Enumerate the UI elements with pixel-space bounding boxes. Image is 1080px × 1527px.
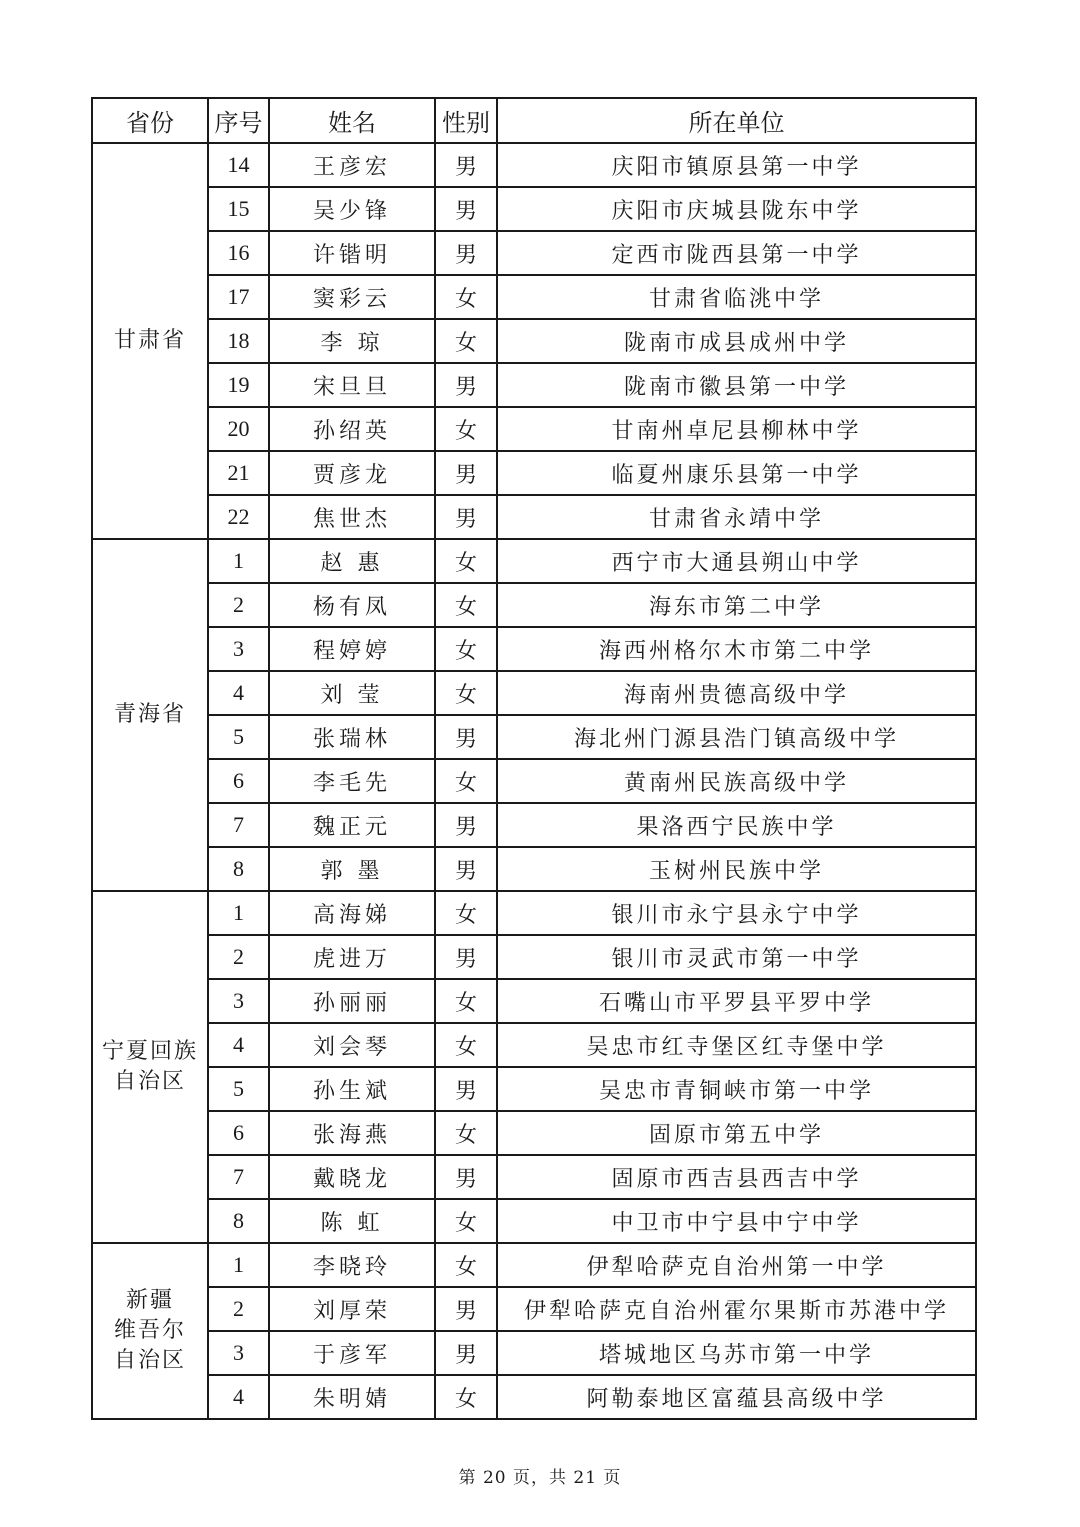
page-footer: 第 20 页，共 21 页 xyxy=(458,1468,622,1488)
unit-cell: 海西州格尔木市第二中学 xyxy=(497,627,976,671)
number-cell: 3 xyxy=(208,1331,269,1375)
name-cell: 焦世杰 xyxy=(269,495,435,539)
name-cell: 杨有凤 xyxy=(269,583,435,627)
number-cell: 21 xyxy=(208,451,269,495)
gender-cell: 男 xyxy=(435,1067,497,1111)
table-row xyxy=(92,979,976,1023)
gender-cell: 女 xyxy=(435,319,497,363)
number-cell: 5 xyxy=(208,1067,269,1111)
number-cell: 19 xyxy=(208,363,269,407)
gender-cell: 女 xyxy=(435,671,497,715)
number-cell: 4 xyxy=(208,1023,269,1067)
unit-cell: 甘肃省临洮中学 xyxy=(497,275,976,319)
province-cell xyxy=(92,1243,208,1419)
number-cell: 3 xyxy=(208,979,269,1023)
header-unit: 所在单位 xyxy=(497,98,976,143)
name-cell: 陈 虹 xyxy=(269,1199,435,1243)
gender-cell: 男 xyxy=(435,143,497,187)
gender-cell: 女 xyxy=(435,1199,497,1243)
gender-cell: 女 xyxy=(435,891,497,935)
gender-cell: 男 xyxy=(435,231,497,275)
unit-cell: 甘南州卓尼县柳林中学 xyxy=(497,407,976,451)
name-cell: 孙绍英 xyxy=(269,407,435,451)
gender-cell: 男 xyxy=(435,451,497,495)
table-row xyxy=(92,627,976,671)
header-number: 序号 xyxy=(208,98,269,143)
province-line: 新疆 xyxy=(125,1288,174,1313)
table-row xyxy=(92,1023,976,1067)
table-row xyxy=(92,275,976,319)
unit-cell: 银川市永宁县永宁中学 xyxy=(497,891,976,935)
table-row xyxy=(92,539,976,583)
gender-cell: 男 xyxy=(435,1155,497,1199)
unit-cell: 黄南州民族高级中学 xyxy=(497,759,976,803)
province-cell: 甘肃省 xyxy=(92,143,208,539)
table-row xyxy=(92,363,976,407)
name-cell: 窦彩云 xyxy=(269,275,435,319)
number-cell: 15 xyxy=(208,187,269,231)
table-row xyxy=(92,847,976,891)
name-cell: 于彦军 xyxy=(269,1331,435,1375)
number-cell: 4 xyxy=(208,1375,269,1419)
number-cell: 7 xyxy=(208,1155,269,1199)
name-cell: 李 琼 xyxy=(269,319,435,363)
gender-cell: 女 xyxy=(435,275,497,319)
number-cell: 17 xyxy=(208,275,269,319)
gender-cell: 女 xyxy=(435,1243,497,1287)
gender-cell: 女 xyxy=(435,583,497,627)
name-cell: 王彦宏 xyxy=(269,143,435,187)
gender-cell: 女 xyxy=(435,539,497,583)
number-cell: 14 xyxy=(208,143,269,187)
table-row xyxy=(92,1375,976,1419)
table-row xyxy=(92,143,976,187)
unit-cell: 海东市第二中学 xyxy=(497,583,976,627)
name-cell: 朱明婧 xyxy=(269,1375,435,1419)
table-row xyxy=(92,759,976,803)
number-cell: 1 xyxy=(208,539,269,583)
table-row xyxy=(92,1111,976,1155)
unit-cell: 甘肃省永靖中学 xyxy=(497,495,976,539)
table-row xyxy=(92,231,976,275)
number-cell: 2 xyxy=(208,583,269,627)
table-row xyxy=(92,1067,976,1111)
name-cell: 刘 莹 xyxy=(269,671,435,715)
table-row xyxy=(92,495,976,539)
province-line: 宁夏回族 xyxy=(101,1039,198,1064)
unit-cell: 中卫市中宁县中宁中学 xyxy=(497,1199,976,1243)
number-cell: 18 xyxy=(208,319,269,363)
table-row xyxy=(92,891,976,935)
gender-cell: 男 xyxy=(435,935,497,979)
gender-cell: 女 xyxy=(435,1375,497,1419)
table-row xyxy=(92,1243,976,1287)
unit-cell: 塔城地区乌苏市第一中学 xyxy=(497,1331,976,1375)
number-cell: 22 xyxy=(208,495,269,539)
unit-cell: 银川市灵武市第一中学 xyxy=(497,935,976,979)
number-cell: 8 xyxy=(208,1199,269,1243)
unit-cell: 陇南市徽县第一中学 xyxy=(497,363,976,407)
gender-cell: 男 xyxy=(435,187,497,231)
unit-cell: 固原市西吉县西吉中学 xyxy=(497,1155,976,1199)
unit-cell: 海北州门源县浩门镇高级中学 xyxy=(497,715,976,759)
header-name: 姓名 xyxy=(269,98,435,143)
number-cell: 4 xyxy=(208,671,269,715)
gender-cell: 女 xyxy=(435,407,497,451)
number-cell: 8 xyxy=(208,847,269,891)
name-cell: 刘厚荣 xyxy=(269,1287,435,1331)
name-cell: 孙丽丽 xyxy=(269,979,435,1023)
name-cell: 虎进万 xyxy=(269,935,435,979)
gender-cell: 女 xyxy=(435,1023,497,1067)
header-row xyxy=(92,98,976,143)
table-row xyxy=(92,1155,976,1199)
unit-cell: 庆阳市庆城县陇东中学 xyxy=(497,187,976,231)
name-cell: 戴晓龙 xyxy=(269,1155,435,1199)
unit-cell: 吴忠市青铜峡市第一中学 xyxy=(497,1067,976,1111)
unit-cell: 海南州贵德高级中学 xyxy=(497,671,976,715)
table-row xyxy=(92,1331,976,1375)
province-line: 自治区 xyxy=(113,1348,186,1373)
unit-cell: 伊犁哈萨克自治州霍尔果斯市苏港中学 xyxy=(497,1287,976,1331)
province-cell xyxy=(92,891,208,1243)
name-cell: 宋旦旦 xyxy=(269,363,435,407)
table-row xyxy=(92,451,976,495)
name-cell: 吴少锋 xyxy=(269,187,435,231)
number-cell: 5 xyxy=(208,715,269,759)
province-line: 自治区 xyxy=(113,1069,186,1094)
table-row xyxy=(92,1199,976,1243)
gender-cell: 男 xyxy=(435,847,497,891)
number-cell: 6 xyxy=(208,759,269,803)
gender-cell: 男 xyxy=(435,803,497,847)
roster-table xyxy=(91,97,977,1420)
name-cell: 刘会琴 xyxy=(269,1023,435,1067)
name-cell: 许锴明 xyxy=(269,231,435,275)
name-cell: 魏正元 xyxy=(269,803,435,847)
number-cell: 20 xyxy=(208,407,269,451)
number-cell: 3 xyxy=(208,627,269,671)
number-cell: 6 xyxy=(208,1111,269,1155)
unit-cell: 西宁市大通县朔山中学 xyxy=(497,539,976,583)
unit-cell: 陇南市成县成州中学 xyxy=(497,319,976,363)
gender-cell: 女 xyxy=(435,759,497,803)
unit-cell: 阿勒泰地区富蕴县高级中学 xyxy=(497,1375,976,1419)
number-cell: 2 xyxy=(208,935,269,979)
table-row xyxy=(92,583,976,627)
name-cell: 张海燕 xyxy=(269,1111,435,1155)
name-cell: 郭 墨 xyxy=(269,847,435,891)
table-row xyxy=(92,319,976,363)
unit-cell: 定西市陇西县第一中学 xyxy=(497,231,976,275)
gender-cell: 女 xyxy=(435,1111,497,1155)
unit-cell: 果洛西宁民族中学 xyxy=(497,803,976,847)
gender-cell: 男 xyxy=(435,715,497,759)
unit-cell: 伊犁哈萨克自治州第一中学 xyxy=(497,1243,976,1287)
name-cell: 孙生斌 xyxy=(269,1067,435,1111)
table-row xyxy=(92,935,976,979)
name-cell: 赵 惠 xyxy=(269,539,435,583)
unit-cell: 固原市第五中学 xyxy=(497,1111,976,1155)
gender-cell: 女 xyxy=(435,979,497,1023)
name-cell: 贾彦龙 xyxy=(269,451,435,495)
unit-cell: 吴忠市红寺堡区红寺堡中学 xyxy=(497,1023,976,1067)
number-cell: 2 xyxy=(208,1287,269,1331)
number-cell: 1 xyxy=(208,1243,269,1287)
table-row xyxy=(92,803,976,847)
gender-cell: 男 xyxy=(435,1287,497,1331)
gender-cell: 男 xyxy=(435,363,497,407)
unit-cell: 庆阳市镇原县第一中学 xyxy=(497,143,976,187)
unit-cell: 临夏州康乐县第一中学 xyxy=(497,451,976,495)
province-cell: 青海省 xyxy=(92,539,208,891)
table-row xyxy=(92,407,976,451)
table-row xyxy=(92,187,976,231)
unit-cell: 玉树州民族中学 xyxy=(497,847,976,891)
number-cell: 16 xyxy=(208,231,269,275)
gender-cell: 男 xyxy=(435,495,497,539)
header-province: 省份 xyxy=(92,98,208,143)
table-row xyxy=(92,715,976,759)
table-row xyxy=(92,671,976,715)
name-cell: 李毛先 xyxy=(269,759,435,803)
number-cell: 1 xyxy=(208,891,269,935)
number-cell: 7 xyxy=(208,803,269,847)
table-row xyxy=(92,1287,976,1331)
gender-cell: 女 xyxy=(435,627,497,671)
name-cell: 程婷婷 xyxy=(269,627,435,671)
unit-cell: 石嘴山市平罗县平罗中学 xyxy=(497,979,976,1023)
name-cell: 李晓玲 xyxy=(269,1243,435,1287)
name-cell: 张瑞林 xyxy=(269,715,435,759)
header-gender: 性别 xyxy=(435,98,497,143)
gender-cell: 男 xyxy=(435,1331,497,1375)
province-line: 维吾尔 xyxy=(113,1318,186,1343)
name-cell: 高海娣 xyxy=(269,891,435,935)
